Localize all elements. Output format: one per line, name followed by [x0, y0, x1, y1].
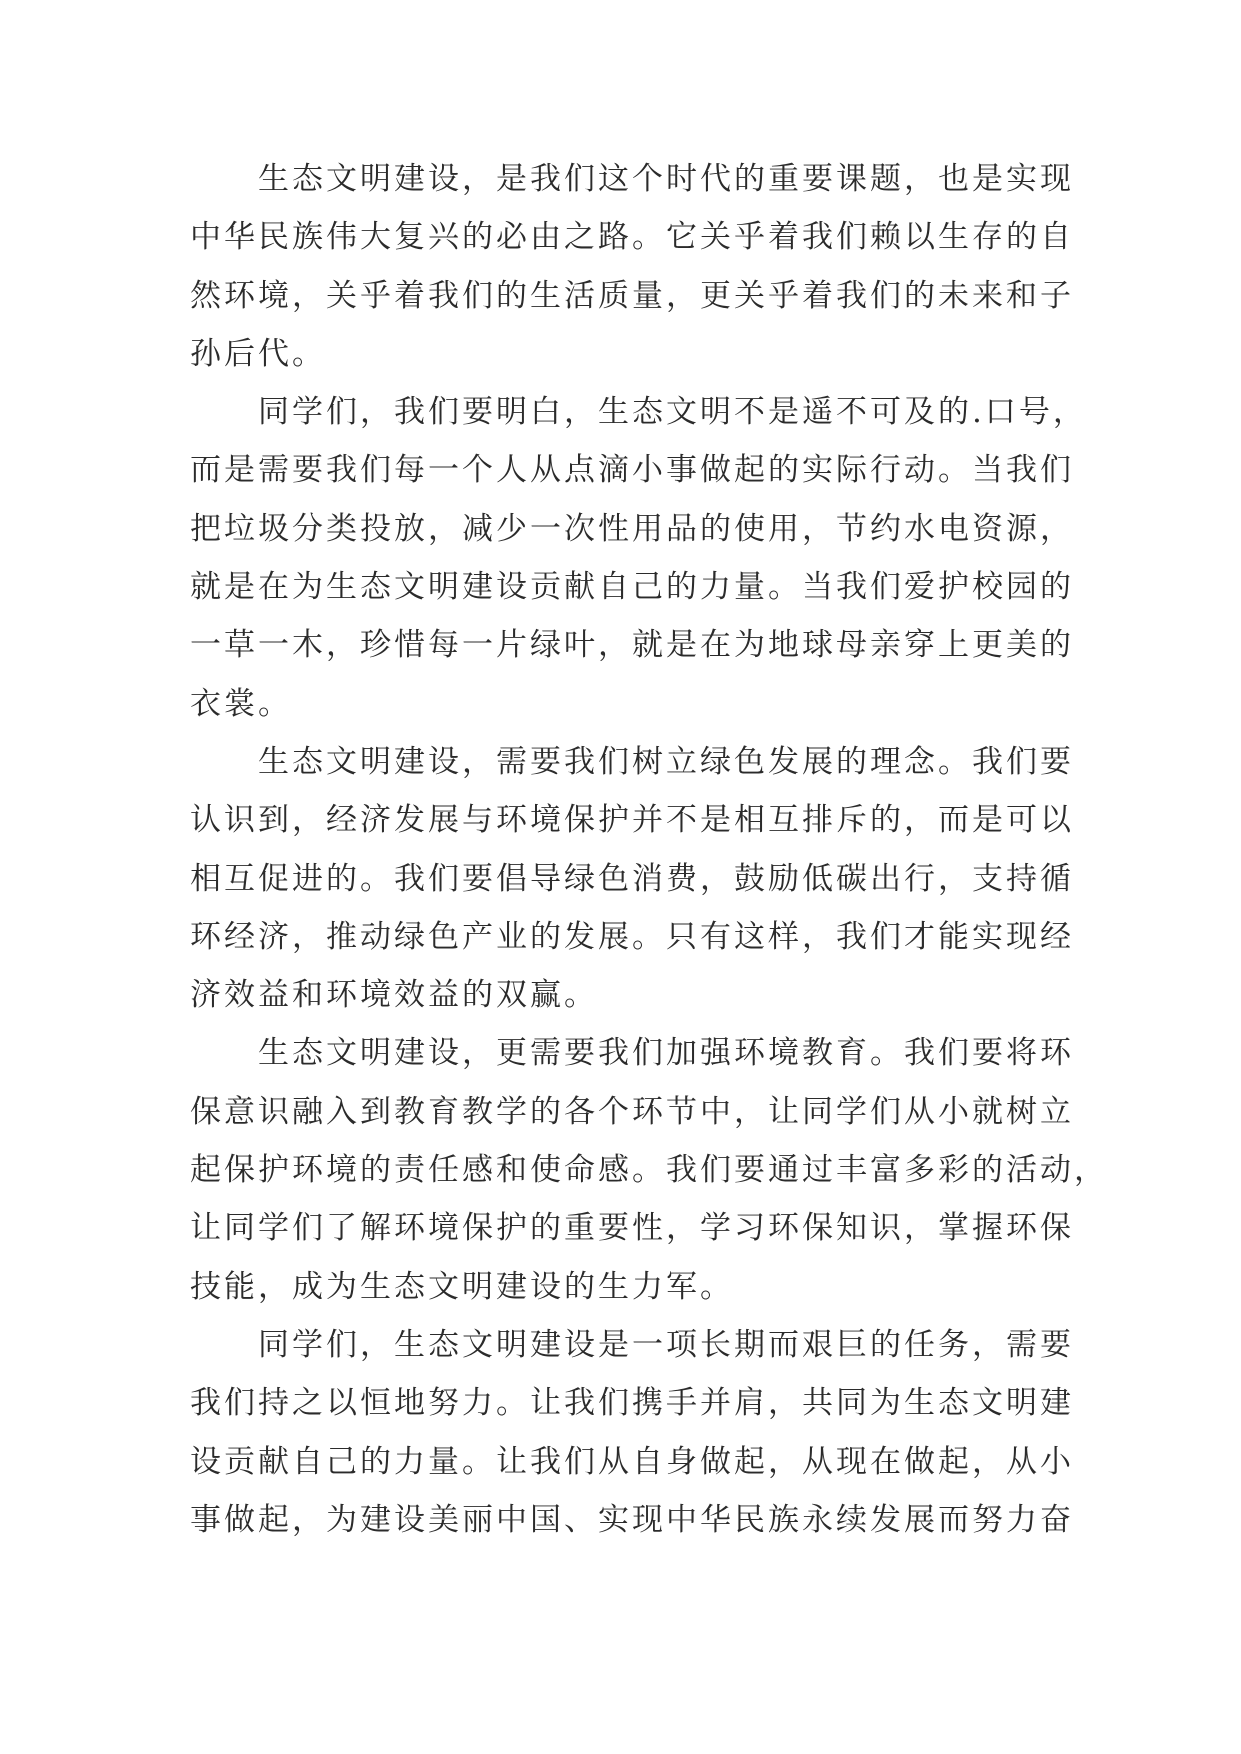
- paragraph-line: 我们持之以恒地努力。让我们携手并肩，共同为生态文明建: [190, 1385, 1074, 1422]
- paragraph-line: 生态文明建设，是我们这个时代的重要课题，也是实现: [258, 161, 1074, 197]
- paragraph-line: 同学们，我们要明白，生态文明不是遥不可及的.口号，: [258, 394, 1087, 431]
- paragraph-2: [190, 383, 1087, 733]
- paragraph-1: [190, 150, 1074, 383]
- paragraph-line: 技能，成为生态文明建设的生力军。: [190, 1268, 734, 1305]
- paragraph-line: 一草一木，珍惜每一片绿叶，就是在为地球母亲穿上更美的: [190, 627, 1074, 664]
- paragraph-line: 起保护环境的责任感和使命感。我们要通过丰富多彩的活动，: [190, 1152, 1108, 1189]
- document-body: [190, 150, 1108, 1549]
- paragraph-3: [190, 733, 1074, 1024]
- paragraph-line: 设贡献自己的力量。让我们从自身做起，从现在做起，从小: [190, 1443, 1074, 1480]
- paragraph-line: 同学们，生态文明建设是一项长期而艰巨的任务，需要: [258, 1326, 1074, 1363]
- paragraph-line: 认识到，经济发展与环境保护并不是相互排斥的，而是可以: [190, 802, 1074, 839]
- paragraph-line: 就是在为生态文明建设贡献自己的力量。当我们爱护校园的: [190, 569, 1074, 606]
- paragraph-line: 让同学们了解环境保护的重要性，学习环保知识，掌握环保: [190, 1210, 1074, 1247]
- paragraph-line: 生态文明建设，需要我们树立绿色发展的理念。我们要: [258, 743, 1074, 780]
- paragraph-line: 事做起，为建设美丽中国、实现中华民族永续发展而努力奋: [190, 1501, 1074, 1538]
- paragraph-5: [190, 1316, 1074, 1549]
- paragraph-line: 济效益和环境效益的双赢。: [190, 977, 598, 1014]
- paragraph-line: 环经济，推动绿色产业的发展。只有这样，我们才能实现经: [190, 918, 1074, 955]
- paragraph-line: 相互促进的。我们要倡导绿色消费，鼓励低碳出行，支持循: [190, 860, 1074, 897]
- paragraph-line: 而是需要我们每一个人从点滴小事做起的实际行动。当我们: [190, 452, 1074, 489]
- paragraph-line: 生态文明建设，更需要我们加强环境教育。我们要将环: [258, 1035, 1074, 1072]
- paragraph-line: 孙后代。: [190, 335, 326, 372]
- paragraph-line: 保意识融入到教育教学的各个环节中，让同学们从小就树立: [190, 1093, 1074, 1130]
- paragraph-line: 把垃圾分类投放，减少一次性用品的使用，节约水电资源，: [190, 510, 1074, 547]
- paragraph-line: 衣裳。: [190, 685, 292, 722]
- paragraph-4: [190, 1024, 1108, 1315]
- paragraph-line: 中华民族伟大复兴的必由之路。它关乎着我们赖以生存的自: [190, 219, 1074, 256]
- paragraph-line: 然环境，关乎着我们的生活质量，更关乎着我们的未来和子: [190, 277, 1074, 314]
